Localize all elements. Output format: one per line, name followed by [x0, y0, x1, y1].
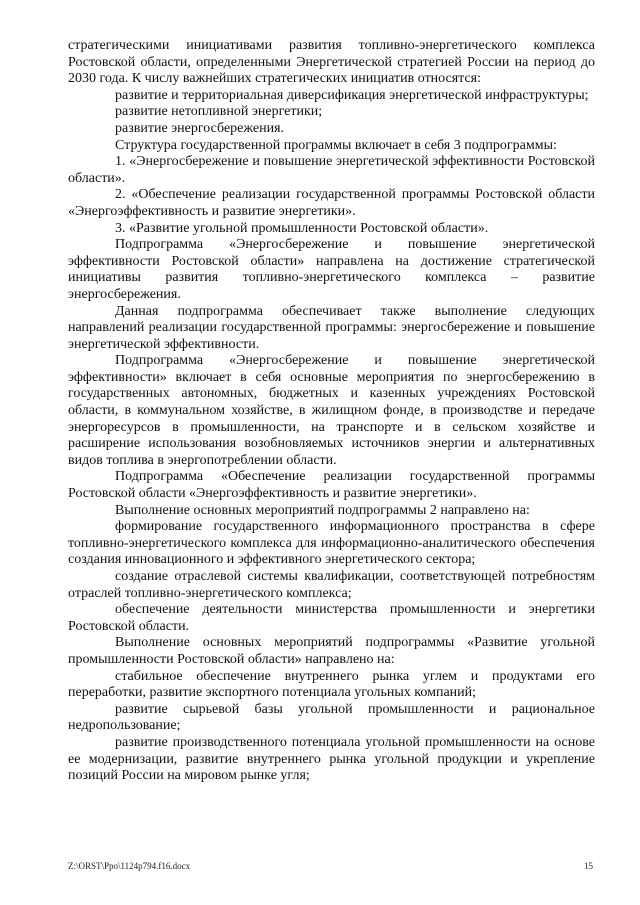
paragraph: создание отраслевой системы квалификации, соответствующей потребностям отраслей топливно-энергетического комплекса; — [68, 569, 595, 601]
paragraph: 2. «Обеспечение реализации государственной программы Ростовской области «Энергоэффективность и развитие энергетики». — [68, 187, 595, 219]
paragraph: Данная подпрограмма обеспечивает также выполнение следующих направлений реализации государственной программы: энергосбережение и повышение энергетической эффективности. — [68, 303, 595, 352]
paragraph: формирование государственного информационного пространства в сфере топливно-энергетического комплекса для информационно-аналитического обеспечения создания инновационного и эффективного энергетического сектора; — [68, 519, 595, 568]
paragraph: 3. «Развитие угольной промышленности Ростовской области». — [115, 220, 489, 236]
paragraph: Выполнение основных мероприятий подпрограммы 2 направлено на: — [115, 502, 530, 518]
paragraph: Подпрограмма «Энергосбережение и повышение энергетической эффективности Ростовской области» направлена на достижение стратегической инициативы развития топливно-энергетического комплекса – развитие энергосбережения. — [68, 237, 595, 302]
paragraph: развитие производственного потенциала угольной промышленности на основе ее модернизации, развитие внутреннего рынка угольной продукции и укрепление позиций России на мировом рынке угля; — [68, 734, 595, 784]
paragraph: развитие сырьевой базы угольной промышленности и рациональное недропользование; — [68, 701, 595, 734]
paragraph: развитие нетопливной энергетики; — [115, 104, 323, 120]
paragraph: стратегическими инициативами развития топливно-энергетического комплекса Ростовской области, определенными Энергетической стратегией России на период до 2030 года. К числу важнейших стратегических инициатив относятся: — [68, 38, 595, 87]
paragraph: 1. «Энергосбережение и повышение энергетической эффективности Ростовской области». — [68, 154, 595, 186]
footer-file-path: Z:\ORST\Ppo\1124p794.f16.docx — [68, 861, 191, 871]
paragraph: Подпрограмма «Энергосбережение и повышение энергетической эффективности» включает в себя основные мероприятия по энергосбережению в государственных автономных, бюджетных и казенных учреждениях Ростовской области, в коммунальном хозяйстве, в жилищном фонде, в производстве и передаче энергоресурсов в промышленности, на транспорте и в сельском хозяйстве и расширение использования возобновляемых источников энергии и альтернативных видов топлива в энергопотреблении области. — [68, 353, 595, 468]
page-footer — [68, 861, 595, 873]
paragraph: Структура государственной программы включает в себя 3 подпрограммы: — [115, 137, 557, 153]
document-body — [68, 38, 595, 785]
paragraph: развитие и территориальная диверсификация энергетической инфраструктуры; — [115, 87, 589, 103]
paragraph: Выполнение основных мероприятий подпрограммы «Развитие угольной промышленности Ростовской области» направлено на: — [68, 635, 595, 667]
paragraph: обеспечение деятельности министерства промышленности и энергетики Ростовской области. — [68, 602, 595, 634]
paragraph: Подпрограмма «Обеспечение реализации государственной программы Ростовской области «Энергоэффективность и развитие энергетики». — [68, 469, 595, 502]
paragraph: развитие энергосбережения. — [115, 120, 285, 136]
footer-page-number: 15 — [584, 861, 593, 871]
paragraph: стабильное обеспечение внутреннего рынка углем и продуктами его переработки, развитие экспортного потенциала угольных компаний; — [68, 668, 595, 701]
